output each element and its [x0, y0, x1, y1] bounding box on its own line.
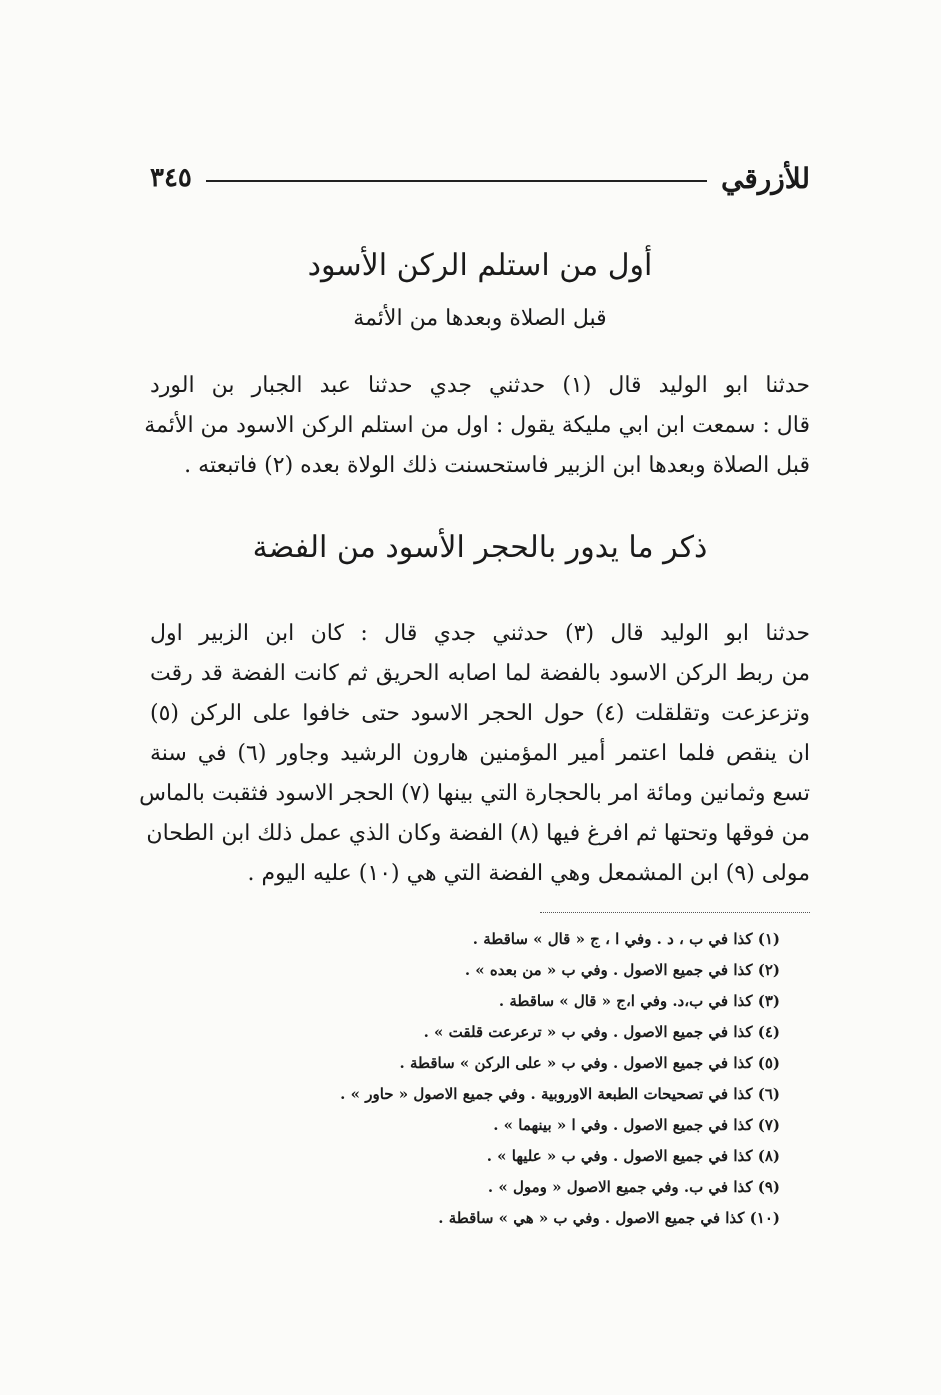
section-1-paragraph: [144, 366, 810, 486]
text-line: من ربط الركن الاسود بالفضة لما اصابه الحريق ثم كانت الفضة قد رقت: [150, 661, 810, 686]
text-line: تسع وثمانين ومائة امر بالحجارة التي بينها (٧) الحجر الاسود فثقبت بالماس: [139, 781, 810, 806]
text-line: قال : سمعت ابن ابي مليكة يقول : اول من استلم الركن الاسود من الأئمة: [144, 413, 810, 438]
footnote: (١٠) كذا في جميع الاصول . وفي ب « هي » ساقطة .: [438, 1209, 780, 1227]
footnote: (٣) كذا في ب،د. وفي ا،ج « قال » ساقطة .: [498, 992, 780, 1010]
footnote: (٦) كذا في تصحيحات الطبعة الاوروبية . وفي جميع الاصول « حاور » .: [340, 1085, 780, 1103]
text-line: حدثنا ابو الوليد قال (٣) حدثني جدي قال : كان ابن الزبير اول: [150, 621, 811, 646]
text-line: مولى (٩) ابن المشمعل وهي الفضة التي هي (١٠) عليه اليوم .: [247, 861, 810, 886]
footnote: (٨) كذا في جميع الاصول . وفي ب « عليها » .: [486, 1147, 780, 1165]
section-2-title: ذكر ما يدور بالحجر الأسود من الفضة: [252, 530, 708, 565]
text-line: حدثنا ابو الوليد قال (١) حدثني جدي حدثنا عبد الجبار بن الورد: [150, 373, 810, 398]
footnote-separator: [540, 912, 810, 913]
text-line: ان ينقص فلما اعتمر أمير المؤمنين هارون الرشيد وجاور (٦) في سنة: [150, 741, 810, 766]
running-title: للأزرقي: [720, 161, 810, 195]
header-rule: [206, 180, 707, 182]
section-1-title: أول من استلم الركن الأسود: [307, 248, 653, 283]
running-header: [150, 158, 810, 198]
footnote: (٤) كذا في جميع الاصول . وفي ب « ترعرعت قلقت » .: [423, 1023, 780, 1041]
text-line: وتزعزعت وتقلقلت (٤) حول الحجر الاسود حتى خافوا على الركن (٥): [150, 701, 810, 726]
section-2-paragraph: [139, 614, 811, 894]
section-1-subtitle: قبل الصلاة وبعدها من الأئمة: [353, 306, 607, 331]
footnote: (٧) كذا في جميع الاصول . وفي ا « بينهما » .: [493, 1116, 780, 1134]
page-number: ٣٤٥: [150, 163, 192, 193]
footnotes: [150, 924, 780, 1234]
footnote: (٩) كذا في ب. وفي جميع الاصول « ومول » .: [487, 1178, 780, 1196]
footnote: (١) كذا في ب ، د . وفي ا ، ج « قال » ساقطة .: [472, 930, 780, 948]
text-line: قبل الصلاة وبعدها ابن الزبير فاستحسنت ذلك الولاة بعده (٢) فاتبعته .: [184, 453, 810, 478]
footnote: (٥) كذا في جميع الاصول . وفي ب « على الركن » ساقطة .: [399, 1054, 780, 1072]
text-line: من فوقها وتحتها ثم افرغ فيها (٨) الفضة وكان الذي عمل ذلك ابن الطحان: [146, 821, 810, 846]
footnote: (٢) كذا في جميع الاصول . وفي ب « من بعده » .: [464, 961, 780, 979]
